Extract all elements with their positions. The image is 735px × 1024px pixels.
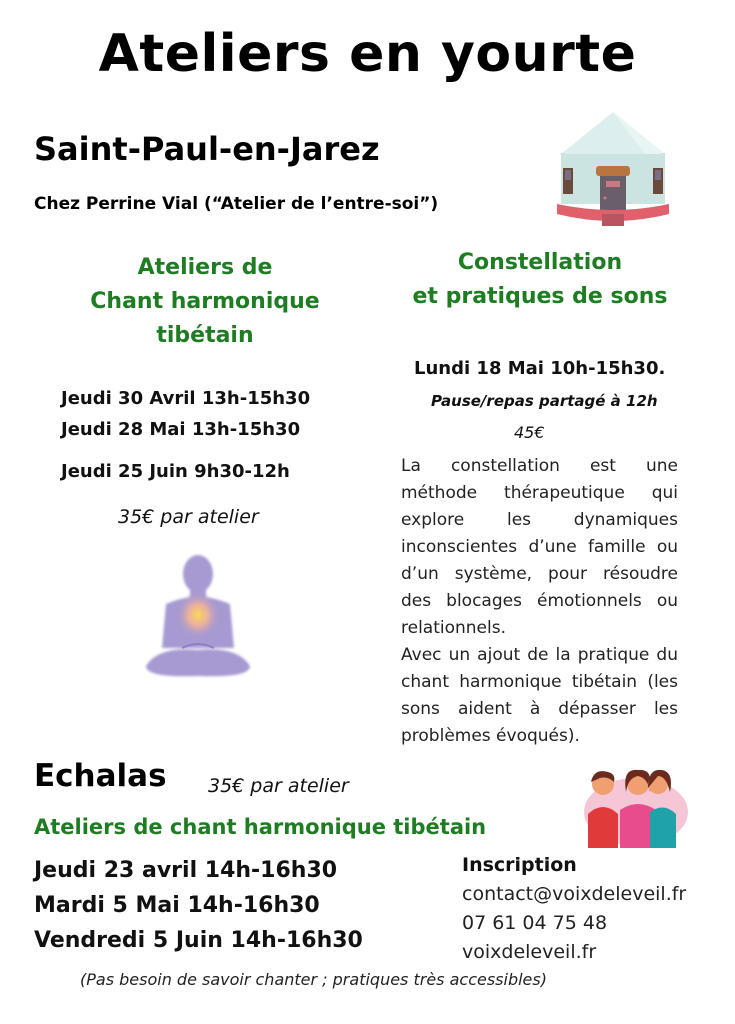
constellation-heading-line: et pratiques de sons — [412, 284, 668, 309]
yurt-icon — [553, 108, 673, 228]
chant-heading — [60, 251, 350, 353]
constellation-description — [401, 453, 678, 750]
chant-date: Jeudi 30 Avril 13h-15h30 — [61, 388, 311, 409]
constellation-note: Pause/repas partagé à 12h — [431, 392, 658, 410]
description-paragraph: La constellation est une méthode thérapeutique qui explore les dynamiques inconscientes d’une famille ou d’un système, pour résoudre des blocages émotionnels ou relationnels. — [401, 456, 678, 638]
website-link[interactable]: voixdeleveil.fr — [462, 941, 597, 963]
chant-price: 35€ par atelier — [118, 506, 259, 528]
footnote: (Pas besoin de savoir chanter ; pratiques très accessibles) — [80, 970, 547, 989]
chant-date: Jeudi 28 Mai 13h-15h30 — [61, 419, 301, 440]
echalas-dates — [34, 853, 363, 958]
echalas-date: Jeudi 23 avril 14h-16h30 — [34, 858, 338, 883]
constellation-heading — [392, 246, 688, 314]
echalas-heading: Ateliers de chant harmonique tibétain — [34, 815, 487, 839]
chant-heading-line: tibétain — [156, 323, 254, 348]
echalas-price: 35€ par atelier — [208, 775, 349, 797]
chant-heading-line: Ateliers de — [137, 255, 273, 280]
echalas-date: Mardi 5 Mai 14h-16h30 — [34, 893, 320, 918]
echalas-date: Vendredi 5 Juin 14h-16h30 — [34, 928, 363, 953]
inscription-label: Inscription — [462, 854, 577, 876]
meditating-person-icon — [138, 548, 258, 688]
location-heading-echalas: Echalas — [34, 758, 167, 794]
constellation-price: 45€ — [514, 423, 545, 442]
constellation-heading-line: Constellation — [457, 250, 623, 275]
constellation-date: Lundi 18 Mai 10h-15h30. — [414, 358, 666, 379]
contact-phone[interactable]: 07 61 04 75 48 — [462, 912, 608, 934]
page-title: Ateliers en yourte — [98, 24, 637, 84]
description-paragraph: Avec un ajout de la pratique du chant harmonique tibétain (les sons aident à dépasser les problèmes évoqués). — [401, 645, 678, 746]
group-of-friends-icon — [578, 762, 688, 848]
inscription-block — [462, 851, 686, 967]
chant-date: Jeudi 25 Juin 9h30-12h — [61, 461, 290, 482]
chant-heading-line: Chant harmonique — [90, 289, 320, 314]
location-heading-saint-paul: Saint-Paul-en-Jarez — [34, 130, 380, 168]
host-line: Chez Perrine Vial (“Atelier de l’entre-soi”) — [34, 194, 439, 214]
contact-email-link[interactable]: contact@voixdeleveil.fr — [462, 883, 687, 905]
